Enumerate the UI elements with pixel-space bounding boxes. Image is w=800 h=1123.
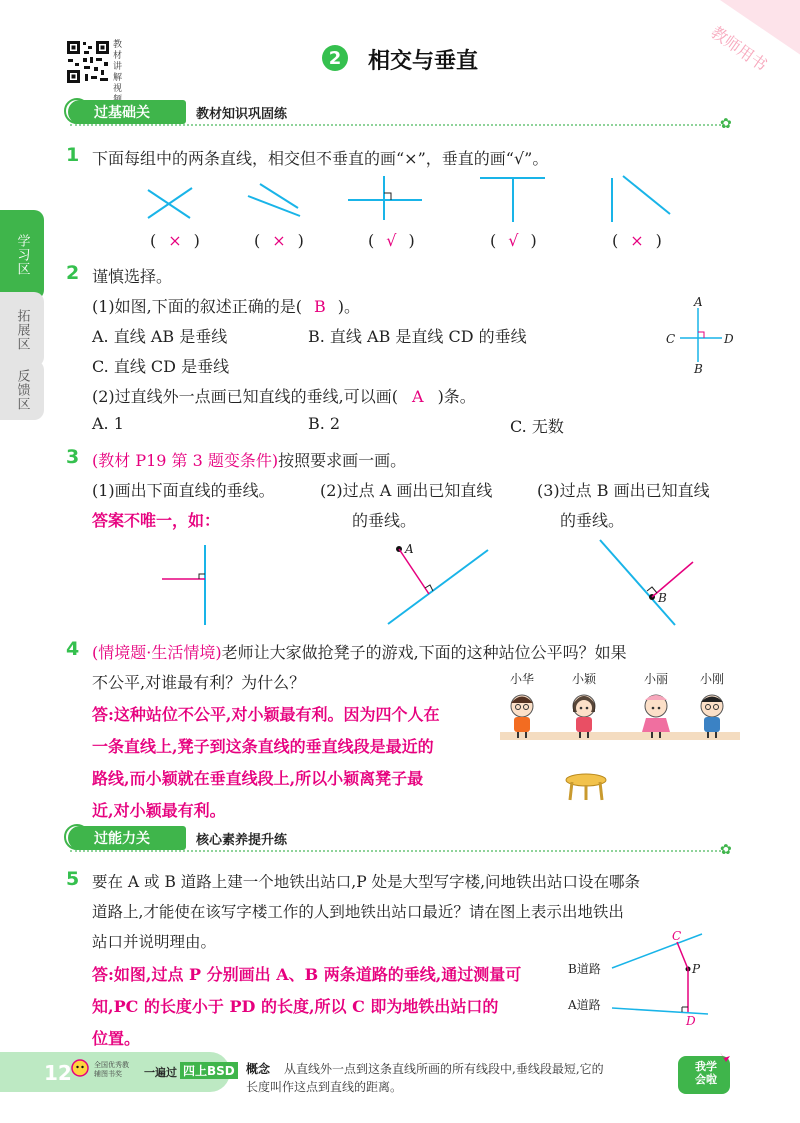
fig2-line-a [248, 196, 300, 216]
q3-sub1: (1)画出下面直线的垂线。 [92, 481, 275, 500]
badge-text: 我学 会啦 [695, 1060, 717, 1086]
fig-label-b: B [694, 362, 703, 376]
answer-line: 知,PC 的长度小于 PD 的长度,所以 C 即为地铁出站口的 [92, 997, 499, 1016]
q2-option-b: B. 2 [308, 414, 341, 433]
flower-icon: ✿ [720, 116, 732, 132]
q2-option-b: B. 直线 AB 是直线 CD 的垂线 [308, 327, 527, 346]
section-banner-basic: 过基础关 [68, 100, 186, 124]
answer-line: 路线,而小颖就在垂直线段上,所以小颖离凳子最 [92, 769, 424, 788]
point-b-label: B [658, 591, 667, 605]
child-xiaoying [573, 695, 595, 738]
question-text: 不公平,对谁最有利？为什么？ [92, 673, 306, 692]
page-number: 12 [44, 1061, 72, 1085]
question-number: 5 [66, 868, 80, 890]
q3-sub2: 的垂线。 [352, 511, 417, 530]
watermark-text: 教师用书 [707, 22, 771, 75]
child-name: 小丽 [643, 672, 668, 686]
fig1-line-b [148, 188, 192, 218]
point-d-label: D [686, 1014, 696, 1028]
answer-line: 答:如图,过点 P 分别画出 A、B 两条道路的垂线,通过测量可 [92, 965, 522, 984]
fig3-right-angle-mark [384, 193, 391, 200]
answer-line: 答:这种站位不公平,对小颖最有利。因为四个人在 [92, 705, 440, 724]
q2-option-c: C. 无数 [510, 417, 564, 436]
answer-line: 一条直线上,凳子到这条直线的垂直线段是最近的 [92, 737, 434, 756]
road-b-line [612, 934, 702, 968]
q3-sub2: (2)过点 A 画出已知直线 [320, 481, 493, 500]
question-text: (情境题·生活情境)老师让大家做抢凳子的游戏,下面的这种站位公平吗？如果 [92, 643, 627, 662]
question-text: 站口并说明理由。 [92, 933, 217, 951]
question-number: 2 [66, 262, 80, 284]
fig-label-c: C [666, 332, 676, 346]
concept-text: 长度叫作这点到直线的距离。 [246, 1080, 403, 1094]
q1-answer-row: ( √ ) [368, 231, 415, 250]
answer-line: 位置。 [92, 1029, 141, 1048]
fig5-line-b [623, 176, 670, 214]
side-tab-extend[interactable]: 拓展区 [0, 292, 44, 367]
section-divider [70, 850, 725, 852]
point-p-label: P [692, 962, 701, 976]
q3-sub3: (3)过点 B 画出已知直线 [537, 481, 710, 500]
question-text: 谨慎选择。 [92, 267, 173, 286]
concept-text: 从直线外一点到这条直线所画的所有线段中,垂线段最短,它的 [284, 1062, 604, 1076]
q2-option-a: A. 1 [92, 414, 124, 433]
fig2-line-b [260, 184, 298, 208]
question-number: 3 [66, 446, 80, 468]
q2-option-c: C. 直线 CD 是垂线 [92, 357, 230, 376]
question-text: 下面每组中的两条直线，相交但不垂直的画“×”，垂直的画“√”。 [92, 149, 549, 168]
q1-answer-row: ( × ) [254, 231, 304, 250]
q2-part1: (1)如图,下面的叙述正确的是( B )。 [92, 297, 361, 316]
q2-option-a: A. 直线 AB 是垂线 [92, 327, 228, 346]
child-name: 小颖 [571, 672, 596, 686]
lesson-number-badge: 2 [322, 45, 348, 71]
concept-label: 概念 [246, 1062, 271, 1076]
road-a-label: A道路 [568, 998, 601, 1012]
qr-note: 教材讲解视 [113, 40, 123, 94]
child-name: 小刚 [699, 672, 724, 686]
qr-code[interactable] [66, 40, 110, 84]
q1-figures [130, 170, 690, 226]
answer-line: 近,对小颖最有利。 [92, 801, 226, 820]
child-xiaogang [701, 695, 723, 738]
brand-mascot-icon [70, 1058, 90, 1078]
grade-label: 四上BSD [180, 1062, 238, 1079]
question-number: 4 [66, 638, 80, 660]
child-name: 小华 [509, 672, 534, 686]
q3-figure-2 [380, 540, 500, 630]
q3-answer-note: 答案不唯一，如： [92, 511, 221, 530]
point-a-label: A [405, 542, 414, 556]
stool-icon [566, 774, 606, 800]
child-xiaohua [511, 695, 533, 738]
question-text: (教材 P19 第 3 题变条件)按照要求画一画。 [92, 451, 407, 470]
q1-answer-row: ( √ ) [490, 231, 537, 250]
side-tab-study[interactable]: 学习区 [0, 210, 44, 300]
section-divider [70, 124, 725, 126]
road-b-label: B道路 [568, 962, 601, 976]
child-xiaoli [642, 695, 670, 738]
section-subtitle-ability: 核心素养提升练 [196, 833, 288, 848]
question-text: 要在 A 或 B 道路上建一个地铁出站口,P 处是大型写字楼,问地铁出站口设在哪条 [92, 873, 641, 891]
q3-figure-3 [595, 535, 705, 630]
q4-scene [500, 688, 740, 808]
q3-figure-1 [150, 540, 230, 630]
brand-small-text: 全国优秀教 辅图书奖 [94, 1061, 129, 1078]
section-subtitle-basic: 教材知识巩固练 [196, 107, 288, 122]
q1-answer-row: ( × ) [612, 231, 662, 250]
q2-part2: (2)过直线外一点画已知直线的垂线,可以画( A )条。 [92, 387, 476, 406]
side-tab-feedback[interactable]: 反馈区 [0, 360, 44, 420]
q1-answer-row: ( × ) [150, 231, 200, 250]
fig-label-a: A [694, 295, 703, 309]
page-title: 相交与垂直 [368, 49, 479, 74]
fig-label-d: D [724, 332, 734, 346]
question-number: 1 [66, 144, 80, 166]
point-c-label: C [672, 929, 682, 943]
flower-icon: ✿ [720, 842, 732, 858]
q3-sub3: 的垂线。 [560, 511, 625, 530]
question-text: 道路上,才能使在该写字楼工作的人到地铁出站口最近？请在图上表示出地铁出 [92, 903, 624, 921]
section-banner-ability: 过能力关 [68, 826, 186, 850]
book-name: 一遍过 [144, 1066, 177, 1079]
